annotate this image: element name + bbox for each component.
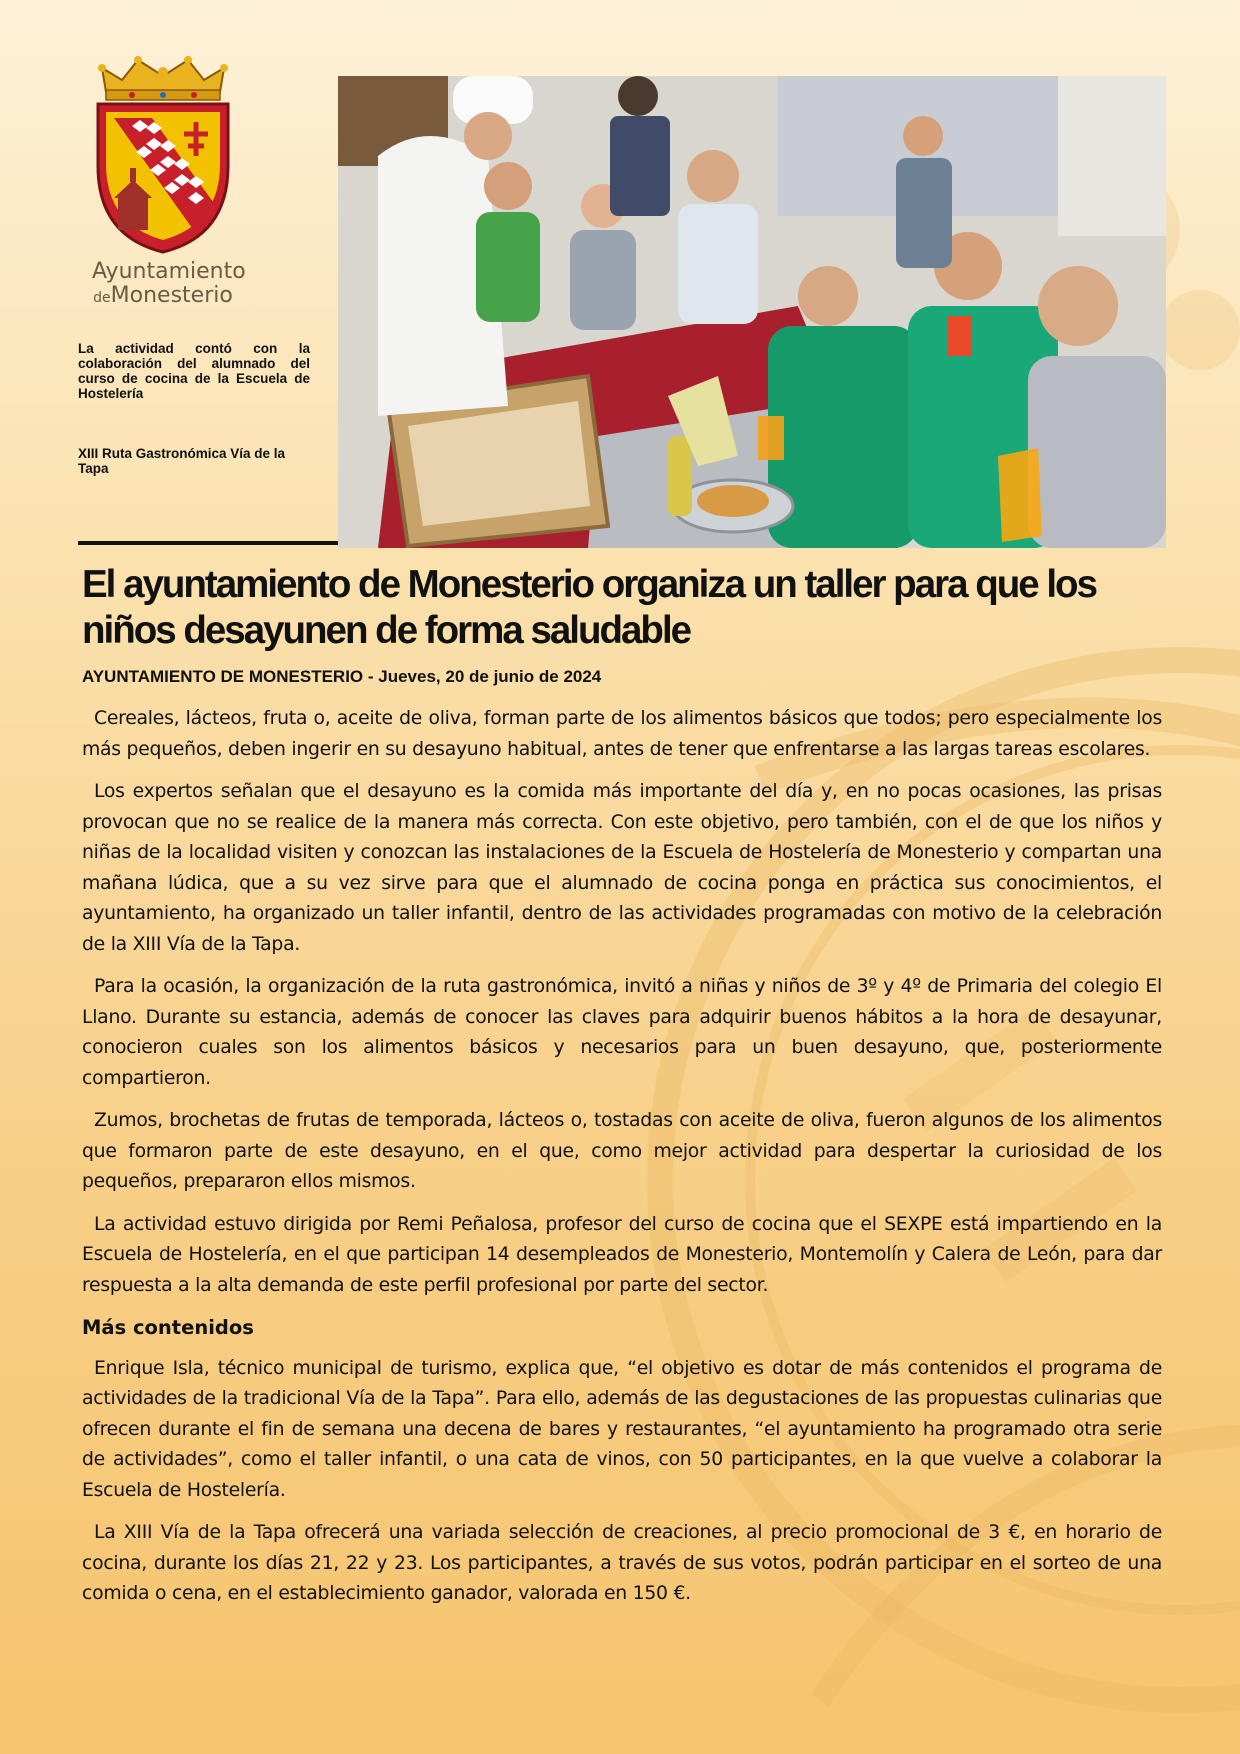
paragraph: La actividad estuvo dirigida por Remi Peñalosa, profesor del curso de cocina que el SEXPE está impartiendo en la Escuela de Hostelería, en el que participan 14 desempleados de Monesterio, Montemolín y Calera de León, para dar respuesta a la alta demanda de este perfil profesional por parte del sector. bbox=[82, 1213, 1162, 1296]
photo-illustration bbox=[338, 76, 1166, 548]
byline bbox=[82, 667, 601, 687]
byline-separator: - bbox=[363, 667, 379, 686]
article-headline: El ayuntamiento de Monesterio organiza un taller para que los niños desayunen de forma saludable bbox=[82, 563, 1096, 652]
event-caption: XIII Ruta Gastronómica Vía de la Tapa bbox=[78, 446, 286, 476]
article-body bbox=[82, 704, 1162, 1622]
paragraph: Enrique Isla, técnico municipal de turismo, explica que, “el objetivo es dotar de más contenidos el programa de actividades de la tradicional Vía de la Tapa”. Para ello, además de las degustaciones de las propuestas culinarias que ofrecen durante el fin de semana una decena de bares y restaurantes, “el ayuntamiento ha programado otra serie de actividades”, como el taller infantil, o una cata de vinos, con 50 participantes, en la que vuelve a colaborar la Escuela de Hostelería. bbox=[82, 1357, 1162, 1501]
municipality-logo bbox=[92, 56, 246, 322]
paragraph: Zumos, brochetas de frutas de temporada, lácteos o, tostadas con aceite de oliva, fueron algunos de los alimentos que formaron parte de este desayuno, en el que, como mejor actividad para despertar la curiosidad de los pequeños, prepararon ellos mismos. bbox=[82, 1110, 1162, 1192]
paragraph: Los expertos señalan que el desayuno es la comida más importante del día y, en no pocas ocasiones, las prisas provocan que no se realice de la manera más correcta. Con este objetivo, pero también, con el de que los niños y niñas de la localidad visiten y conozcan las instalaciones de la Escuela de Hostelería de Monesterio y compartan una mañana lúdica, que a su vez sirve para que el alumnado de cocina ponga en práctica sus conocimientos, el ayuntamiento, ha organizado un taller infantil, dentro de las actividades programadas con motivo de la celebración de la XIII Vía de la Tapa. bbox=[82, 781, 1162, 955]
subheading: Más contenidos bbox=[82, 1316, 254, 1339]
byline-source: AYUNTAMIENTO DE MONESTERIO bbox=[82, 667, 364, 686]
article-photo bbox=[338, 76, 1166, 548]
paragraph: Para la ocasión, la organización de la ruta gastronómica, invitó a niñas y niños de 3º y 4º de Primaria del colegio El Llano. Durante su estancia, además de conocer las claves para adquirir buenos hábitos a la hora de desayunar, conocieron cuales son los alimentos básicos y necesarios para un buen desayuno, que, posteriormente compartieron. bbox=[82, 976, 1162, 1089]
coat-of-arms-icon bbox=[92, 56, 234, 256]
photo-caption: La actividad contó con la colaboración del alumnado del curso de cocina de la Escuela de Hostelería bbox=[78, 341, 310, 401]
logo-line-2: Monesterio bbox=[110, 283, 233, 308]
divider bbox=[78, 541, 338, 545]
logo-line-2-prefix: de bbox=[93, 290, 111, 306]
paragraph: Cereales, lácteos, fruta o, aceite de oliva, forman parte de los alimentos básicos que todos; pero especialmente los más pequeños, deben ingerir en su desayuno habitual, antes de tener que enfrentarse a las largas tareas escolares. bbox=[82, 708, 1162, 760]
logo-line-1: Ayuntamiento bbox=[92, 259, 246, 284]
byline-date: Jueves, 20 de junio de 2024 bbox=[378, 667, 602, 686]
paragraph: La XIII Vía de la Tapa ofrecerá una variada selección de creaciones, al precio promocional de 3 €, en horario de cocina, durante los días 21, 22 y 23. Los participantes, a través de sus votos, podrán participar en el sorteo de una comida o cena, en el establecimiento ganador, valorada en 150 €. bbox=[82, 1522, 1162, 1604]
